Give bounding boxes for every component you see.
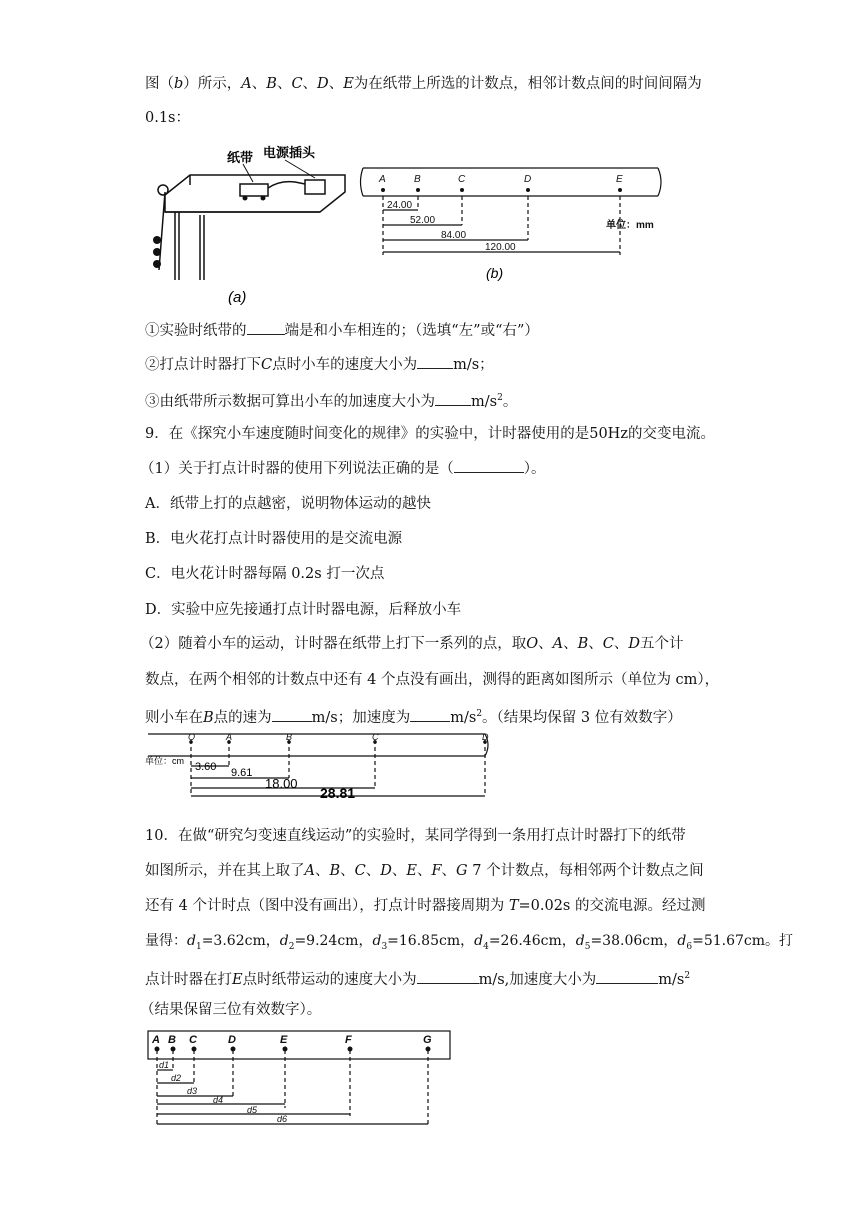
q10-line-2: 如图所示，并在其上取了A、B、C、D、E、F、G 7 个计数点，每相邻两个计数点之间 — [145, 863, 704, 879]
q10-line-6: （结果保留三位有效数字）。 — [140, 1002, 322, 1018]
tape-b-point-d: D — [524, 174, 532, 185]
q10-line-5: 点计时器在打E点时纸带运动的速度大小为 m/s,加速度大小为 $m/s^2$ — [145, 966, 690, 990]
q8-sub-1: ①实验时纸带的 端是和小车相连的；（选填“左”或“右”） — [145, 320, 539, 341]
dim-28-81: 28.81 — [320, 785, 356, 798]
tape-10-point-e: E — [280, 1034, 288, 1046]
label-paper-tape: 纸带 — [227, 150, 254, 165]
q8-sub-3: ③由纸带所示数据可算出小车的加速度大小为 $m/s^2$。 — [145, 388, 517, 412]
tape-10-point-a: A — [152, 1034, 160, 1046]
q9-stem: 9．在《探究小车速度随时间变化的规律》的实验中，计时器使用的是50Hz的交变电流。 — [145, 426, 715, 442]
tape-10-point-f: F — [345, 1034, 352, 1046]
q8-sub-2: ②打点计时器打下C点时小车的速度大小为 m/s； — [145, 354, 494, 375]
dim-24: 24.00 — [387, 200, 413, 211]
q10-line-1: 10．在做“研究匀变速直线运动”的实验时，某同学得到一条用打点计时器打下的纸带 — [145, 828, 686, 844]
q9-part-2-line-2: 数点，在两个相邻的计数点中还有 4 个点没有画出，测得的距离如图所示（单位为 cm）， — [145, 672, 720, 688]
tape-b-point-c: C — [458, 174, 466, 185]
dim-18-00: 18.00 — [265, 776, 298, 791]
answer-blank[interactable] — [596, 969, 658, 984]
tape-9-point-b: B — [286, 732, 293, 742]
q9-option-a: A．纸带上打的点越密，说明物体运动的越快 — [145, 496, 431, 512]
tape-10-point-b: B — [168, 1034, 176, 1046]
q9-option-b: B．电火花打点计时器使用的是交流电源 — [145, 531, 403, 547]
tape-9-point-c: C — [372, 732, 379, 742]
intro-line-2: 0.1s： — [145, 110, 191, 126]
dim-d5: d5 — [247, 1105, 258, 1115]
tape-b-point-a: A — [379, 174, 386, 185]
label-power-plug: 电源插头 — [263, 145, 316, 160]
intro-line-1: 图（b）所示，A、B、C、D、E为在纸带上所选的计数点，相邻计数点间的时间间隔为 — [145, 76, 702, 92]
answer-blank[interactable] — [454, 458, 524, 473]
caption-b: (b) — [486, 265, 504, 281]
tape-10-point-c: C — [189, 1034, 197, 1046]
dim-d3: d3 — [187, 1086, 198, 1096]
q9-part-1: （1）关于打点计时器的使用下列说法正确的是（ ）。 — [140, 458, 545, 479]
tape-9-point-a: A — [226, 732, 233, 742]
answer-blank[interactable] — [435, 391, 471, 406]
figure-a-apparatus — [145, 140, 350, 310]
answer-blank[interactable] — [272, 707, 312, 722]
q9-option-d: D．实验中应先接通打点计时器电源，后释放小车 — [145, 602, 462, 618]
caption-a: (a) — [228, 289, 247, 306]
q10-line-4: 量得：$d_1=3.62cm$，$d_2=9.24cm$，$d_3=16.85cm$，$d_4=26.46cm$，$d_5=38.06cm$，$d_6=51.67cm$。打 — [145, 933, 794, 952]
unit-mm: 单位：mm — [606, 220, 654, 231]
answer-blank[interactable] — [247, 320, 285, 335]
answer-blank[interactable] — [417, 354, 453, 369]
dim-52: 52.00 — [410, 215, 436, 226]
figure-q9-tape — [145, 728, 505, 798]
answer-blank[interactable] — [410, 707, 450, 722]
figure-q10-tape — [145, 1028, 455, 1128]
q9-part-2-line-3: 则小车在B点的速为 m/s；加速度为 $m/s^2$。（结果均保留 3 位有效数字） — [145, 704, 682, 728]
dim-d4: d4 — [213, 1095, 224, 1105]
tape-10-point-d: D — [228, 1034, 236, 1046]
dim-d6: d6 — [277, 1114, 288, 1124]
unit-cm: 单位：cm — [145, 756, 184, 766]
tape-9-point-o: O — [188, 732, 196, 742]
dim-9-61: 9.61 — [231, 767, 253, 779]
answer-blank[interactable] — [417, 969, 479, 984]
dim-84: 84.00 — [441, 230, 467, 241]
figure-b-tape — [358, 160, 668, 285]
tape-b-point-b: B — [414, 174, 421, 185]
q10-line-3: 还有 4 个计时点（图中没有画出），打点计时器接周期为 T=0.02s 的交流电源。经过测 — [145, 898, 706, 914]
tape-b-point-e: E — [616, 174, 623, 185]
tape-10-point-g: G — [423, 1034, 432, 1046]
q9-part-2-line-1: （2）随着小车的运动，计时器在纸带上打下一系列的点，取O、A、B、C、D五个计 — [140, 636, 684, 652]
dim-120: 120.00 — [485, 242, 516, 253]
dim-3-60: 3.60 — [195, 761, 217, 773]
dim-d1: d1 — [159, 1060, 170, 1070]
tape-9-point-d: D — [482, 732, 489, 742]
q9-option-c: C．电火花计时器每隔 0.2s 打一次点 — [145, 566, 385, 582]
dim-d2: d2 — [171, 1073, 182, 1083]
